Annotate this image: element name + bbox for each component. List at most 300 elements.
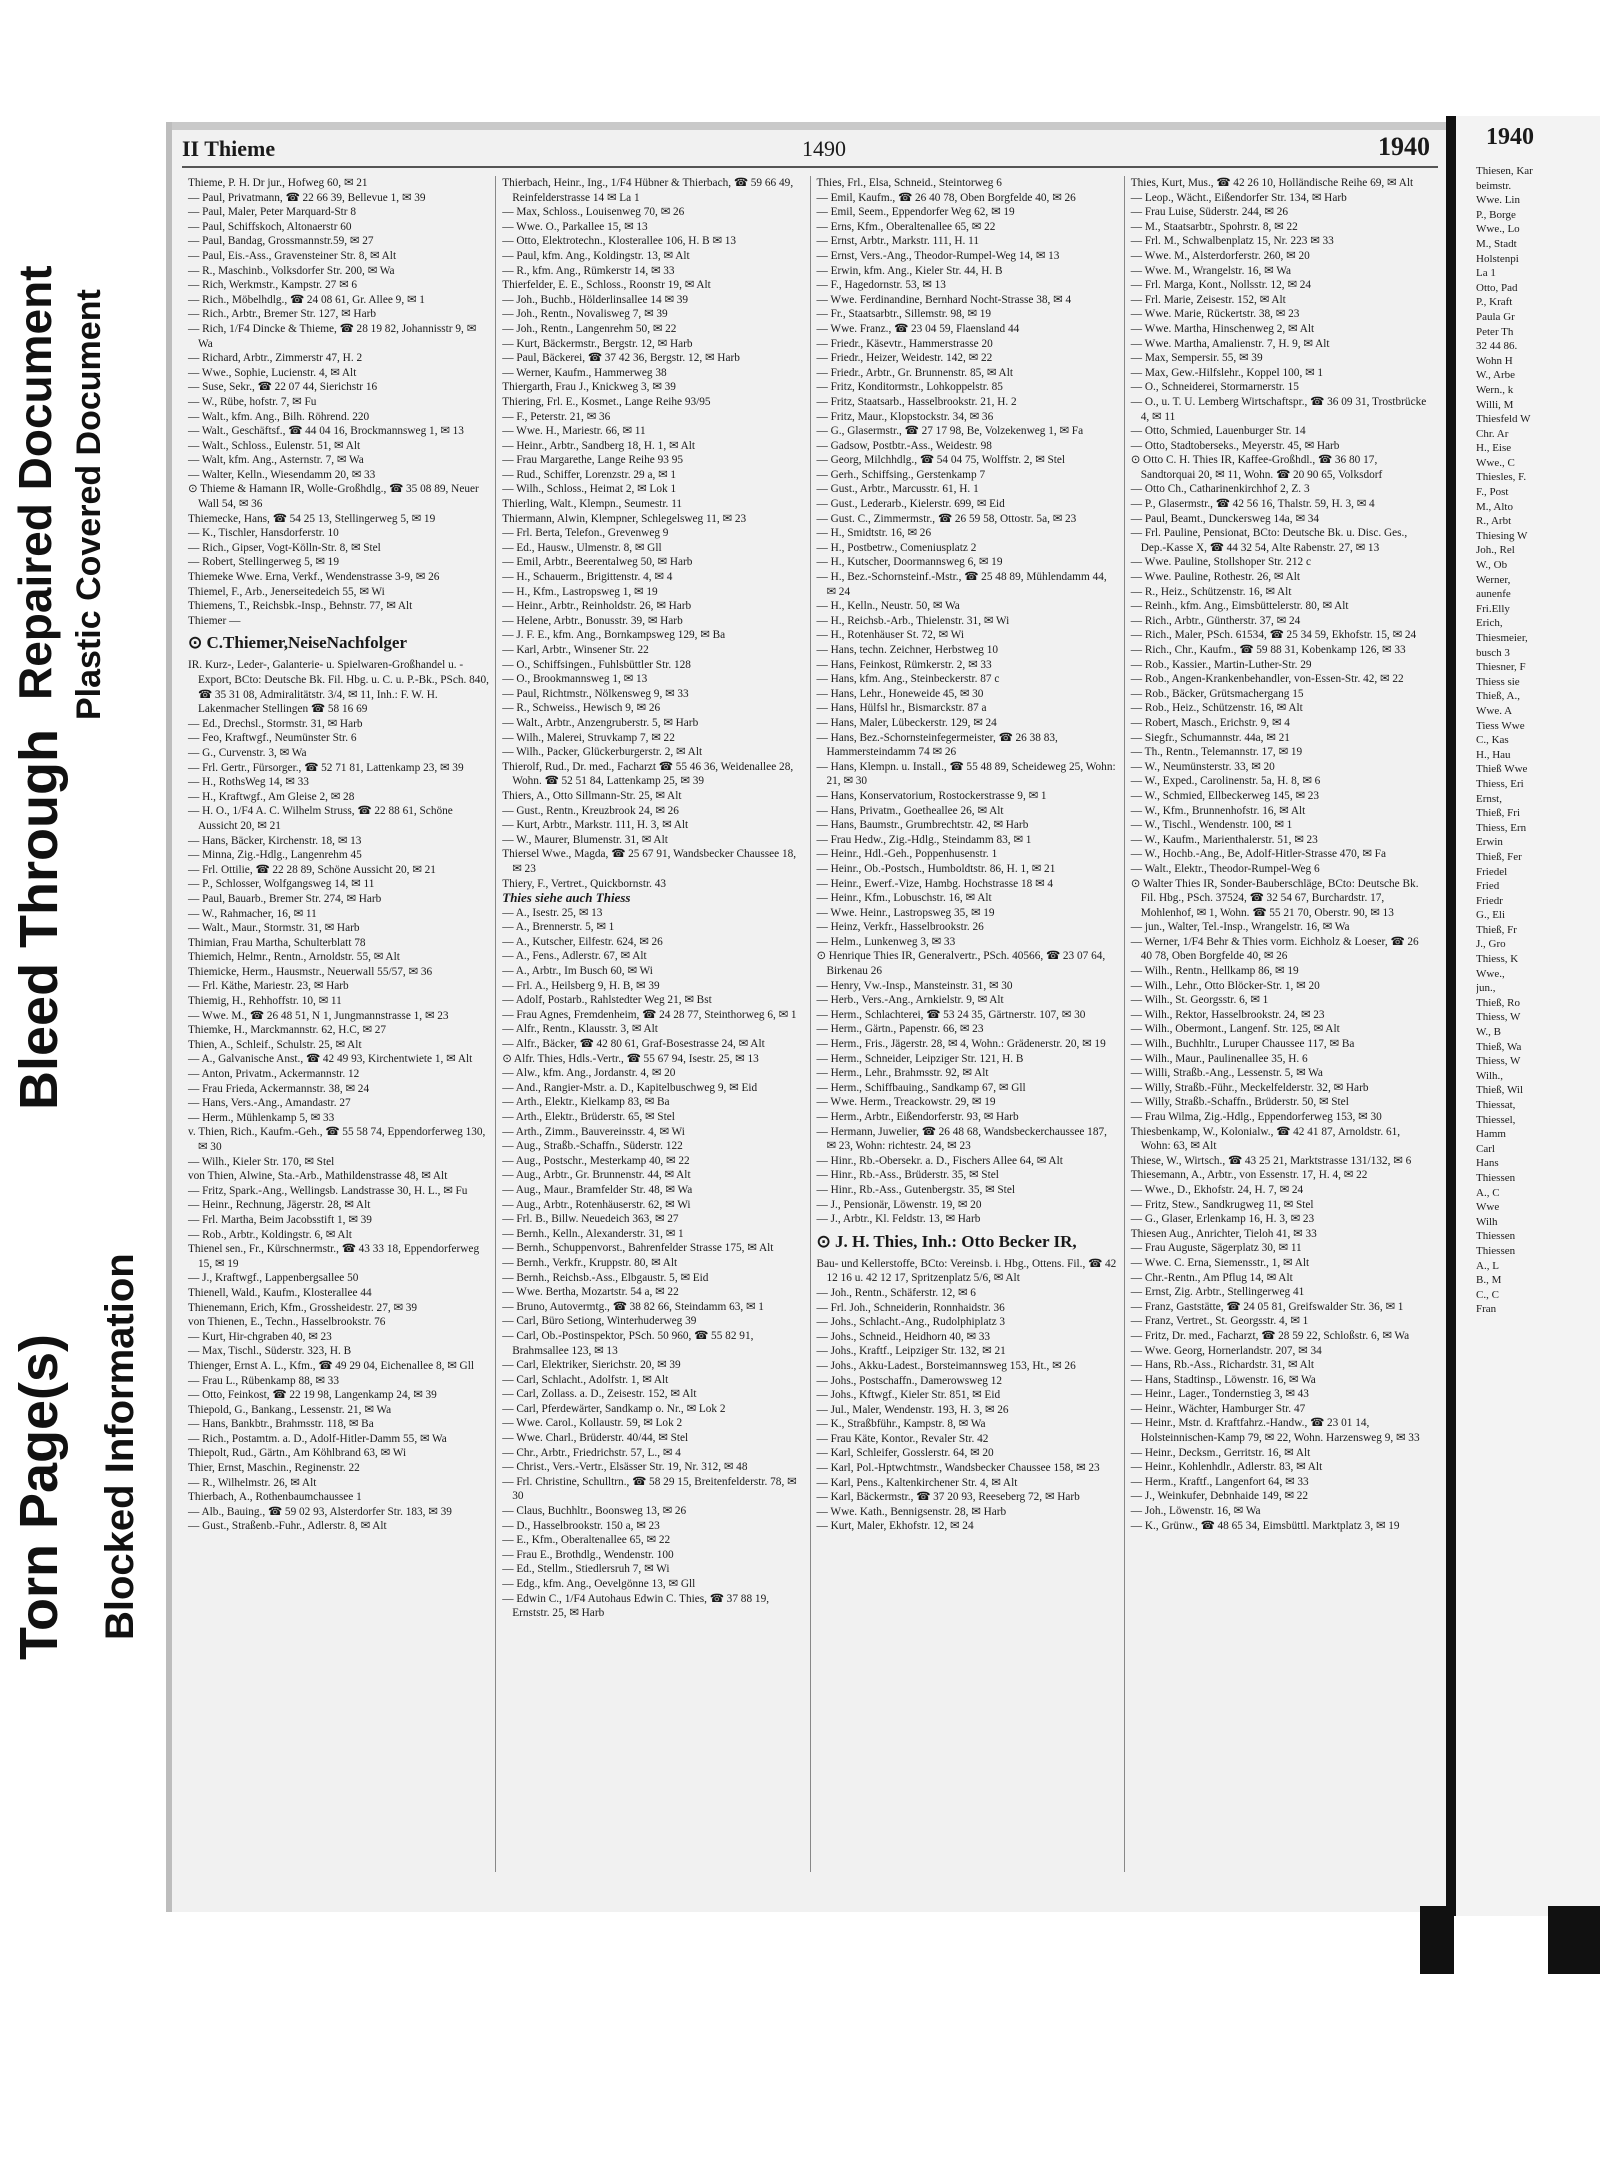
directory-entry: — Alw., kfm. Ang., Jordanstr. 4, ✉ 20 xyxy=(502,1067,676,1080)
adjacent-page-line: Thiess, W xyxy=(1476,1055,1521,1068)
directory-entry: — J., Weinkufer, Debnhaide 149, ✉ 22 xyxy=(1130,1490,1309,1503)
adjacent-page-line: Thieß, Fer xyxy=(1476,850,1522,863)
directory-entry: — Frl. Joh., Schneiderin, Ronnhaidstr. 36 xyxy=(816,1301,1005,1314)
directory-entry: — Hans, Privatm., Goetheallee 26, ✉ Alt xyxy=(816,804,1004,817)
directory-entry: — Rud., Schiffer, Lorenzstr. 29 a, ✉ 1 xyxy=(502,468,677,481)
directory-entry: — Wilh., Malerei, Struvkamp 7, ✉ 22 xyxy=(502,731,675,744)
directory-entry: — Fritz, Maur., Klopstockstr. 34, ✉ 36 xyxy=(816,410,994,423)
directory-entry: Thiese, W., Wirtsch., ☎ 43 25 21, Marktstrasse 131/132, ✉ 6 xyxy=(1130,1154,1412,1167)
bleed-through-label: Bleed Through xyxy=(9,729,69,1110)
directory-entry: — Rich., Arbtr., Güntherstr. 37, ✉ 24 xyxy=(1130,614,1301,627)
directory-entry: — Wwe., D., Ekhofstr. 24, H. 7, ✉ 24 xyxy=(1130,1183,1304,1196)
directory-entry: Bau- und Kellerstoffe, BCto: Vereinsb. i. Hbg., Ottens. Fil., ☎ 42 12 16 u. 42 12 17, Spritzenplatz 5/6, ✉ Alt xyxy=(816,1257,1117,1285)
directory-entry: — Rich, 1/F4 Dincke & Thieme, ☎ 28 19 82, Johannisstr 9, ✉ Wa xyxy=(188,322,477,350)
directory-entry: — Herm., Mühlenkamp 5, ✉ 33 xyxy=(188,1111,335,1124)
directory-entry: — Hans, techn. Zeichner, Herbstweg 10 xyxy=(816,644,998,656)
adjacent-page-line: Wwe xyxy=(1476,1201,1500,1214)
directory-entry: — Hans, Maler, Lübeckerstr. 129, ✉ 24 xyxy=(816,716,997,729)
directory-entry: — Adolf, Postarb., Rahlstedter Weg 21, ✉ Bst xyxy=(502,994,712,1007)
directory-entry: — Willy, Straßb.-Führ., Meckelfelderstr. 32, ✉ Harb xyxy=(1130,1081,1369,1094)
adjacent-page-line: Willi, M xyxy=(1476,398,1514,411)
adjacent-page-line: G., Eli xyxy=(1476,909,1506,922)
directory-entry: — P., Schlosser, Wolfgangsweg 14, ✉ 11 xyxy=(188,878,375,891)
directory-entry: — Otto, Elektrotechn., Klosterallee 106, H. B ✉ 13 xyxy=(502,235,737,248)
adjacent-page-line: Wern., k xyxy=(1476,383,1514,396)
adjacent-page-line: Peter Th xyxy=(1476,325,1514,338)
directory-entry: — Wwe. Carol., Kollaustr. 59, ✉ Lok 2 xyxy=(502,1417,683,1430)
adjacent-page-line: Thieß, Wil xyxy=(1476,1084,1524,1097)
directory-entry: Thiemeke Wwe. Erna, Verkf., Wendenstrasse 3-9, ✉ 26 xyxy=(188,571,440,584)
directory-entry: — Max, Tischl., Süderstr. 323, H. B xyxy=(188,1345,352,1358)
directory-entry: — Hermann, Juwelier, ☎ 26 48 68, Wandsbeckerchaussee 187, ✉ 23, Wohn: richtestr. 24, ✉ 23 xyxy=(816,1125,1107,1153)
directory-entry: — Minna, Zig.-Hdlg., Langenrehm 45 xyxy=(188,849,362,862)
directory-entry: — Frl. Martha, Beim Jacobsstift 1, ✉ 39 xyxy=(188,1213,372,1226)
directory-entry: — Heinr., Arbtr., Reinholdstr. 26, ✉ Harb xyxy=(502,600,692,613)
directory-entry: — Helm., Lunkenweg 3, ✉ 33 xyxy=(816,935,956,948)
header-year: 1940 xyxy=(1378,132,1430,161)
directory-entry: — W., Kfm., Brunnenhofstr. 16, ✉ Alt xyxy=(1130,804,1306,817)
directory-entry: — W., Rübe, hofstr. 7, ✉ Fu xyxy=(188,395,317,408)
directory-entry: — Frau Wilma, Zig.-Hdlg., Eppendorferweg 153, ✉ 30 xyxy=(1130,1111,1382,1123)
directory-entry: — Gust. C., Zimmermstr., ☎ 26 59 58, Ottostr. 5a, ✉ 23 xyxy=(816,512,1077,525)
directory-entry: Thiemens, T., Reichsbk.-Insp., Behnstr. 77, ✉ Alt xyxy=(188,600,413,613)
directory-entry: — O., Schneiderei, Stormarnerstr. 15 xyxy=(1130,381,1299,394)
blocked-area xyxy=(1548,1906,1600,1974)
adjacent-page-line: Wwe. Lin xyxy=(1476,194,1520,207)
directory-entry: — Wwe. O., Parkallee 15, ✉ 13 xyxy=(502,220,648,233)
adjacent-page-line: Wwe., Lo xyxy=(1476,223,1520,236)
directory-entry: — Hans, Feinkost, Rümkerstr. 2, ✉ 33 xyxy=(816,658,992,671)
directory-entry: — Karl, Pens., Kaltenkirchener Str. 4, ✉ Alt xyxy=(816,1476,1018,1489)
directory-entry: — Kurt, Maler, Ekhofstr. 12, ✉ 24 xyxy=(816,1520,974,1533)
directory-entry: — Johs., Postschaffn., Damerowsweg 12 xyxy=(816,1374,1003,1387)
directory-entry: — Carl, Büro Setiong, Winterhuderweg 39 xyxy=(502,1315,697,1328)
directory-entry: Thiemich, Helmr., Rentn., Arnoldstr. 55, ✉ Alt xyxy=(188,951,400,964)
adjacent-page-line: B., M xyxy=(1476,1274,1502,1287)
directory-entry: Thiergarth, Frau J., Knickweg 3, ✉ 39 xyxy=(502,381,676,394)
directory-entry: — Aug., Arbtr., Gr. Brunnenstr. 44, ✉ Alt xyxy=(502,1169,691,1182)
directory-entry: — Gust., Arbtr., Marcusstr. 61, H. 1 xyxy=(816,483,979,496)
adjacent-page-line: Thiesmeier, xyxy=(1476,632,1528,644)
adjacent-page-line: Thiesner, F xyxy=(1476,661,1526,674)
adjacent-page-line: W., Arbe xyxy=(1476,369,1516,382)
directory-entry: — Wwe. Heinr., Lastropsweg 35, ✉ 19 xyxy=(816,906,995,919)
directory-entry: — Walt., Schloss., Eulenstr. 51, ✉ Alt xyxy=(188,439,361,452)
adjacent-page-line: busch 3 xyxy=(1476,646,1510,659)
directory-entry: — Aug., Straßb.-Schaffn., Süderstr. 122 xyxy=(502,1140,683,1153)
directory-entry: — Herm., Schlachterei, ☎ 53 24 35, Gärtnerstr. 107, ✉ 30 xyxy=(816,1008,1086,1021)
directory-entry: — Aug., Postschr., Mesterkamp 40, ✉ 22 xyxy=(502,1154,690,1167)
directory-entry: — K., Straßbführ., Kampstr. 8, ✉ Wa xyxy=(816,1418,986,1431)
directory-entry: — A., Brennerstr. 5, ✉ 1 xyxy=(502,921,615,934)
directory-entry: — Wilh., Schloss., Heimat 2, ✉ Lok 1 xyxy=(502,483,677,496)
directory-entry: v. Thien, Rich., Kaufm.-Geh., ☎ 55 58 74, Eppendorferweg 130, ✉ 30 xyxy=(188,1126,486,1153)
directory-entry: — Bernh., Kelln., Alexanderstr. 31, ✉ 1 xyxy=(502,1227,684,1240)
directory-entry: — H. O., 1/F4 A. C. Wilhelm Struss, ☎ 22 88 61, Schöne Aussicht 20, ✉ 21 xyxy=(188,805,453,832)
adjacent-page-line: Thieß Wwe xyxy=(1476,763,1528,776)
adjacent-page-line: Thiesfeld W xyxy=(1476,413,1531,426)
directory-entry: — Max, Schloss., Louisenweg 70, ✉ 26 xyxy=(502,206,685,219)
adjacent-page-line: La 1 xyxy=(1476,267,1496,280)
directory-entry: — F., Hagedornstr. 53, ✉ 13 xyxy=(816,279,946,292)
directory-entry: — Hans, kfm. Ang., Steinbeckerstr. 87 c xyxy=(816,673,1000,686)
directory-entry: — H., Kelln., Neustr. 50, ✉ Wa xyxy=(816,600,960,613)
directory-entry: — Edwin C., 1/F4 Autohaus Edwin C. Thies, ☎ 37 88 19, Ernststr. 25, ✉ Harb xyxy=(502,1592,770,1620)
directory-entry: Thierolf, Rud., Dr. med., Facharzt ☎ 55 46 36, Weidenallee 28, Wohn. ☎ 52 51 84, Lattenkamp 25, ✉ 39 xyxy=(502,760,794,788)
adjacent-page-line: Thiess sie xyxy=(1476,675,1520,688)
directory-entry: — Max, Gew.-Hilfslehr., Koppel 100, ✉ 1 xyxy=(1130,366,1324,379)
directory-entry: Thiesbenkamp, W., Kolonialw., ☎ 42 41 87, Arnoldstr. 61, Wohn: 63, ✉ Alt xyxy=(1130,1125,1401,1153)
directory-entry: — Emil, Seem., Eppendorfer Weg 62, ✉ 19 xyxy=(816,206,1015,219)
adjacent-page-line: P., Kraft xyxy=(1476,296,1513,309)
directory-entry: — Ed., Stellm., Stiedlersruh 7, ✉ Wi xyxy=(502,1563,670,1576)
directory-entry: — Herm., Schiffbauing., Sandkamp 67, ✉ Gll xyxy=(816,1081,1026,1094)
directory-entry: — Wilh., Lehr., Otto Blöcker-Str. 1, ✉ 20 xyxy=(1130,979,1320,992)
adjacent-page-line: Carl xyxy=(1476,1142,1495,1155)
directory-entry: — Rich., Chr., Kaufm., ☎ 59 88 31, Kobenkamp 126, ✉ 33 xyxy=(1130,644,1406,656)
directory-entry: — W., Kaufm., Marienthalerstr. 51, ✉ 23 xyxy=(1130,833,1318,846)
directory-entry: — Reinh., kfm. Ang., Eimsbüttelerstr. 80, ✉ Alt xyxy=(1130,600,1349,613)
torn-pages-label: Torn Page(s) xyxy=(9,1333,69,1660)
directory-entry: — Herb., Vers.-Ang., Arnkielstr. 9, ✉ Alt xyxy=(816,994,1004,1007)
directory-entry: — Paul, Bauarb., Bremer Str. 274, ✉ Harb xyxy=(188,892,382,905)
adjacent-page-line: Wwe., C xyxy=(1476,456,1515,469)
adjacent-page-line: H., Eise xyxy=(1476,442,1512,455)
directory-entry: — G., Curvenstr. 3, ✉ Wa xyxy=(188,746,307,759)
blocked-information-label: Blocked Information xyxy=(98,1253,142,1640)
directory-entry: ⊙ Thieme & Hamann IR, Wolle-Großhdlg., ☎ 35 08 89, Neuer Wall 54, ✉ 36 xyxy=(188,483,479,511)
directory-entry: Thierling, Walt., Klempn., Seumestr. 11 xyxy=(502,498,683,511)
directory-entry: Thiery, F., Vertret., Quickbornstr. 43 xyxy=(502,877,667,890)
directory-entry: — Th., Rentn., Telemannstr. 17, ✉ 19 xyxy=(1130,746,1303,759)
directory-entry: — H., Postbetrw., Comeniusplatz 2 xyxy=(816,541,977,554)
directory-entry: — Johs., Schlacht.-Ang., Rudolphiplatz 3 xyxy=(816,1316,1006,1329)
directory-entry: — G., Glasermstr., ☎ 27 17 98, Be, Volzekenweg 1, ✉ Fa xyxy=(816,425,1084,438)
directory-entry: — H., Bez.-Schornsteinf.-Mstr., ☎ 25 48 89, Mühlendamm 44, ✉ 24 xyxy=(816,571,1107,598)
adjacent-page-line: Wilh., xyxy=(1476,1069,1504,1082)
directory-entry: — Paul, Privatmann, ☎ 22 66 39, Bellevue 1, ✉ 39 xyxy=(188,191,426,204)
directory-entry: — Robert, Masch., Erichstr. 9, ✉ 4 xyxy=(1130,716,1290,729)
directory-entry: — Arth., Elektr., Brüderstr. 65, ✉ Stel xyxy=(502,1111,675,1123)
adjacent-page-line: Wwe. A xyxy=(1476,704,1513,717)
directory-entry: — Rob., Angen-Krankenbehandler, von-Essen-Str. 42, ✉ 22 xyxy=(1130,673,1404,686)
blocked-area xyxy=(1420,1906,1454,1974)
directory-entry: — Frl. Pauline, Pensionat, BCto: Deutsche Bk. u. Disc. Ges., Dep.-Kasse X, ☎ 44 32 54, Alte Rabenstr. 27, ✉ 13 xyxy=(1130,527,1408,554)
directory-entry: — Frl. Gertr., Fürsorger., ☎ 52 71 81, Lattenkamp 23, ✉ 39 xyxy=(188,761,464,774)
adjacent-page-line: Wwe., xyxy=(1476,967,1505,980)
directory-entry: — Wwe. C. Erna, Siemensstr., 1, ✉ Alt xyxy=(1130,1256,1310,1269)
directory-entry: — Emil, Arbtr., Beerentalweg 50, ✉ Harb xyxy=(502,556,693,569)
directory-entry: — Johs., Schneid., Heidhorn 40, ✉ 33 xyxy=(816,1330,991,1343)
adjacent-page-line: Werner, xyxy=(1476,573,1511,586)
directory-entry: — Georg, Milchhdlg., ☎ 54 04 75, Wolffstr. 2, ✉ Stel xyxy=(816,454,1066,467)
directory-entry: — J., Kraftwgf., Lappenbergsallee 50 xyxy=(188,1272,359,1285)
directory-entry: — Arth., Elektr., Kielkamp 83, ✉ Ba xyxy=(502,1096,670,1109)
adjacent-page-line: Paula Gr xyxy=(1476,310,1515,323)
directory-entry: Thiering, Frl. E., Kosmet., Lange Reihe 93/95 xyxy=(502,395,711,408)
page-shadow xyxy=(172,122,1448,130)
adjacent-page-line: Thiesing W xyxy=(1476,529,1528,542)
directory-entry: Thiemig, H., Rehhoffstr. 10, ✉ 11 xyxy=(188,995,342,1008)
directory-entry: — Suse, Sekr., ☎ 22 07 44, Sierichstr 16 xyxy=(188,381,378,394)
directory-entry: — Johs., Kftwgf., Kieler Str. 851, ✉ Eid xyxy=(816,1389,1001,1402)
directory-entry: Thiemicke, Herm., Hausmstr., Neuerwall 55/57, ✉ 36 xyxy=(188,965,433,978)
directory-entry: — Bernh., Verkfr., Kruppstr. 80, ✉ Alt xyxy=(502,1256,678,1269)
directory-entry: — H., Rotenhäuser St. 72, ✉ Wi xyxy=(816,629,964,642)
directory-entry: — Joh., Rentn., Langenrehm 50, ✉ 22 xyxy=(502,322,677,335)
directory-entry: — Wilh., Maur., Paulinenallee 35, H. 6 xyxy=(1130,1052,1308,1065)
directory-entry: — Wwe. Charl., Brüderstr. 40/44, ✉ Stel xyxy=(502,1432,689,1445)
directory-entry: — Otto, Feinkost, ☎ 22 19 98, Langenkamp 24, ✉ 39 xyxy=(188,1389,437,1402)
adjacent-page-line: A., C xyxy=(1476,1186,1500,1199)
directory-entry: — Franz, Vertret., St. Georgsstr. 4, ✉ 1 xyxy=(1130,1315,1309,1328)
directory-entry: — Helene, Arbtr., Bonusstr. 39, ✉ Harb xyxy=(502,614,683,627)
directory-entry: — Joh., Löwenstr. 16, ✉ Wa xyxy=(1130,1505,1261,1518)
adjacent-page-line: M., Stadt xyxy=(1476,237,1517,250)
directory-entry: — Walt., Arbtr., Anzengruberstr. 5, ✉ Harb xyxy=(502,716,699,729)
directory-entry: — W., Neumünsterstr. 33, ✉ 20 xyxy=(1130,760,1275,773)
directory-entry: — Christ., Vers.-Vertr., Elsässer Str. 19, Nr. 312, ✉ 48 xyxy=(502,1461,748,1474)
directory-entry: Thier, Ernst, Maschin., Reginenstr. 22 xyxy=(188,1462,360,1475)
directory-entry: — F., Peterstr. 21, ✉ 36 xyxy=(502,410,611,423)
adjacent-page-line: Ernst, xyxy=(1476,792,1502,805)
directory-entry: — J., Pensionär, Löwenstr. 19, ✉ 20 xyxy=(816,1198,982,1211)
directory-entry: — Frl. M., Schwalbenplatz 15, Nr. 223 ✉ 33 xyxy=(1130,235,1334,248)
directory-entry: — Fr., Staatsarbtr., Sillemstr. 98, ✉ 19 xyxy=(816,308,992,321)
directory-entry: — R., kfm. Ang., Rümkerstr 14, ✉ 33 xyxy=(502,264,675,277)
directory-entry: Thiersel Wwe., Magda, ☎ 25 67 91, Wandsbecker Chaussee 18, ✉ 23 xyxy=(502,848,797,875)
directory-entry: — Frl. Marie, Zeisestr. 152, ✉ Alt xyxy=(1130,293,1286,306)
directory-entry: Thiemel, F., Arb., Jenerseitedeich 55, ✉ Wi xyxy=(188,585,385,598)
directory-entry: — Wwe. Franz., ☎ 23 04 59, Flaensland 44 xyxy=(816,322,1020,335)
directory-entry: — Werner, Kaufm., Hammerweg 38 xyxy=(502,366,667,379)
directory-entry: — Herm., Fris., Jägerstr. 28, ✉ 4, Wohn.: Grädenerstr. 20, ✉ 19 xyxy=(816,1038,1106,1051)
directory-entry: — Hans, Bez.-Schornsteinfegermeister, ☎ 26 38 83, Hammersteindamm 74 ✉ 26 xyxy=(816,731,1058,759)
directory-entry: — Fritz, Konditormstr., Lohkoppelstr. 85 xyxy=(816,381,1003,394)
directory-entry: — Rob., Arbtr., Koldingstr. 6, ✉ Alt xyxy=(188,1228,352,1241)
adjacent-page-line: R., Arbt xyxy=(1476,515,1512,528)
directory-column-3 xyxy=(811,176,1125,1872)
directory-entry: — Walt, kfm. Ang., Asternstr. 7, ✉ Wa xyxy=(188,454,364,467)
directory-entry: — Otto, Stadtoberseks., Meyerstr. 45, ✉ Harb xyxy=(1130,439,1340,452)
page-number: 1490 xyxy=(802,136,846,161)
directory-entry: — Karl, Bäckermstr., ☎ 37 20 93, Reeseberg 72, ✉ Harb xyxy=(816,1491,1080,1504)
directory-entry: — Friedr., Heizer, Weidestr. 142, ✉ 22 xyxy=(816,352,993,365)
directory-entry: — Rich., Arbtr., Bremer Str. 127, ✉ Harb xyxy=(188,308,376,321)
adjacent-page-line: Thieß, Fr xyxy=(1476,923,1517,936)
adjacent-page-line: Thieß, Fri xyxy=(1476,807,1520,820)
directory-entry: — Paul, Bandag, Grossmannstr.59, ✉ 27 xyxy=(188,235,374,248)
directory-entry: von Thien, Alwine, Sta.-Arb., Mathildenstrasse 48, ✉ Alt xyxy=(188,1170,448,1183)
directory-entry: Thienger, Ernst A. L., Kfm., ☎ 49 29 04, Eichenallee 8, ✉ Gll xyxy=(188,1359,474,1372)
directory-entry: — Johs., Akku-Ladest., Borsteimannsweg 153, Ht., ✉ 26 xyxy=(816,1359,1076,1372)
directory-entry: — Otto, Schmied, Lauenburger Str. 14 xyxy=(1130,425,1306,438)
directory-entry: — Ernst, Arbtr., Markstr. 111, H. 11 xyxy=(816,235,980,248)
directory-entry: — Chr., Arbtr., Friedrichstr. 57, L., ✉ 4 xyxy=(502,1446,681,1459)
directory-entry: — Hans, Hülfsl hr., Bismarckstr. 87 a xyxy=(816,702,987,715)
directory-entry: — O., u. T. U. Lemberg Wirtschaftspr., ☎ 36 09 31, Trostbrücke 4, ✉ 11 xyxy=(1130,395,1427,423)
directory-entry: Thiesen Aug., Anrichter, Tieloh 41, ✉ 33 xyxy=(1130,1227,1317,1240)
directory-entry: — Ed., Drechsl., Stormstr. 31, ✉ Harb xyxy=(188,717,363,730)
directory-entry: — Friedr., Arbtr., Gr. Brunnenstr. 85, ✉ Alt xyxy=(816,366,1013,379)
directory-entry: — Hans, Stadtinsp., Löwenstr. 16, ✉ Wa xyxy=(1130,1373,1316,1386)
directory-entry: — Frau Luise, Süderstr. 244, ✉ 26 xyxy=(1130,206,1289,219)
directory-entry: — H., Schauerm., Brigittenstr. 4, ✉ 4 xyxy=(502,571,673,584)
adjacent-page-line: Chr. Ar xyxy=(1476,427,1509,440)
directory-entry: Thierbach, A., Rothenbaumchaussee 1 xyxy=(188,1491,362,1504)
page-header xyxy=(182,132,1438,166)
directory-column-1 xyxy=(182,176,496,1872)
adjacent-page-line: C., Kas xyxy=(1476,734,1509,747)
directory-entry: — Henry, Vw.-Insp., Mansteinstr. 31, ✉ 30 xyxy=(816,979,1013,992)
directory-entry: — Willi, Straßb.-Ang., Lessenstr. 5, ✉ Wa xyxy=(1130,1067,1323,1080)
directory-entry: — R., Heiz., Schützenstr. 16, ✉ Alt xyxy=(1130,585,1292,598)
directory-entry: — Wilh., Rektor, Hasselbrookstr. 24, ✉ 23 xyxy=(1130,1008,1325,1021)
directory-entry: — Carl, Zollass. a. D., Zeisestr. 152, ✉ Alt xyxy=(502,1388,697,1401)
directory-entry: — Frau E., Brothdlg., Wendenstr. 100 xyxy=(502,1548,674,1561)
directory-entry: — Wwe. Bertha, Mozartstr. 54 a, ✉ 22 xyxy=(502,1286,679,1299)
directory-entry: — Heinr., Mstr. d. Kraftfahrz.-Handw., ☎ 23 01 14, Holsteinnischen-Kamp 79, ✉ 22, Wohn. Harzensweg 9, ✉ 33 xyxy=(1130,1417,1420,1445)
directory-entry: von Thienen, E., Techn., Hasselbrookstr. 76 xyxy=(188,1316,386,1329)
directory-entry: — H., RothsWeg 14, ✉ 33 xyxy=(188,776,309,789)
directory-entry: — Hinr., Rb.-Ass., Brüderstr. 35, ✉ Stel xyxy=(816,1169,999,1182)
adjacent-page-line: Erwin xyxy=(1476,836,1503,849)
directory-entry: — Karl, Schleifer, Gosslerstr. 64, ✉ 20 xyxy=(816,1447,994,1460)
adjacent-page-line: Thiess, W xyxy=(1476,1011,1521,1024)
directory-entry: — Wwe. M., Alsterdorferstr. 260, ✉ 20 xyxy=(1130,249,1310,262)
adjacent-page-line: A., L xyxy=(1476,1259,1499,1272)
directory-entry: — O., Schiffsingen., Fuhlsbüttler Str. 128 xyxy=(502,658,691,671)
directory-entry: — Ernst, Vers.-Ang., Theodor-Rumpel-Weg 14, ✉ 13 xyxy=(816,249,1060,262)
directory-entry: — Frl. Käthe, Mariestr. 23, ✉ Harb xyxy=(188,980,349,993)
directory-entry: — Heinz, Verkfr., Hasselbrookstr. 26 xyxy=(816,921,984,934)
plastic-covered-label: Plastic Covered Document xyxy=(70,289,108,720)
directory-entry: — Gadsow, Postbtr.-Ass., Weidestr. 98 xyxy=(816,439,992,452)
directory-entry: — Erwin, kfm. Ang., Kieler Str. 44, H. B xyxy=(816,264,1003,277)
directory-entry: — Johs., Kraftf., Leipziger Str. 132, ✉ 21 xyxy=(816,1345,1006,1358)
directory-entry: — Hans, Bankbtr., Brahmsstr. 118, ✉ Ba xyxy=(188,1418,374,1431)
directory-entry: — Kurt, Hir-chgraben 40, ✉ 23 xyxy=(188,1330,332,1343)
directory-entry: — Carl, Pferdewärter, Sandkamp o. Nr., ✉ Lok 2 xyxy=(502,1402,726,1415)
directory-entry: — Carl, Schlacht., Adolfstr. 1, ✉ Alt xyxy=(502,1373,669,1386)
directory-entry: — Heinr., Kohlenhdlr., Adlerstr. 83, ✉ Alt xyxy=(1130,1461,1323,1474)
directory-entry: — Hans, Baumstr., Grumbrechtstr. 42, ✉ Harb xyxy=(816,819,1029,832)
directory-entry: — Wwe. Martha, Hinschenweg 2, ✉ Alt xyxy=(1130,322,1315,335)
directory-entry: — Paul, kfm. Ang., Koldingstr. 13, ✉ Alt xyxy=(502,249,690,262)
directory-entry: — Frau Hedw., Zig.-Hdlg., Steindamm 83, ✉ 1 xyxy=(816,833,1032,846)
directory-entry: — Heinr., Kfm., Lobuschstr. 16, ✉ Alt xyxy=(816,892,992,905)
directory-entry: — Frau L., Rübenkamp 88, ✉ 33 xyxy=(188,1374,339,1387)
directory-entry: — Erns, Kfm., Oberaltenallee 65, ✉ 22 xyxy=(816,220,996,233)
adjacent-page-line: J., Gro xyxy=(1476,938,1506,951)
directory-entry: — Heinr., Arbtr., Sandberg 18, H. 1, ✉ Alt xyxy=(502,439,696,452)
directory-entry: — Wwe. M., ☎ 26 48 51, N 1, Jungmannstrasse 1, ✉ 23 xyxy=(188,1009,449,1022)
adjacent-page-line: Thiessen xyxy=(1476,1171,1516,1184)
adjacent-page-line: F., Post xyxy=(1476,486,1509,499)
adjacent-page-line: Thiessen xyxy=(1476,1244,1516,1257)
directory-entry: — Wwe. Herm., Treackowstr. 29, ✉ 19 xyxy=(816,1096,996,1109)
directory-entry: — Frau Käte, Kontor., Revaler Str. 42 xyxy=(816,1432,989,1445)
directory-entry: — Frl. A., Heilsberg 9, H. B, ✉ 39 xyxy=(502,979,660,992)
directory-entry: — Anton, Privatm., Ackermannstr. 12 xyxy=(188,1068,360,1081)
directory-entry: — Frl. B., Billw. Neuedeich 363, ✉ 27 xyxy=(502,1213,679,1226)
adjacent-page-line: Thiesen, Kar xyxy=(1476,165,1533,177)
directory-entry: — Friedr., Käsevtr., Hammerstrasse 20 xyxy=(816,337,993,350)
directory-entry: — P., Glasermstr., ☎ 42 56 16, Thalstr. 59, H. 3, ✉ 4 xyxy=(1130,498,1375,511)
adjacent-page-line: W., Ob xyxy=(1476,559,1508,572)
directory-entry: — Aug., Maur., Bramfelder Str. 48, ✉ Wa xyxy=(502,1183,693,1196)
directory-entry: — Wwe. Pauline, Rothestr. 26, ✉ Alt xyxy=(1130,571,1301,584)
directory-entry: — Frl. Christine, Schulltrn., ☎ 58 29 15, Breitenfelderstr. 78, ✉ 30 xyxy=(502,1475,797,1503)
directory-entry: — Hans, Lehr., Honeweide 45, ✉ 30 xyxy=(816,687,984,700)
directory-entry: — Wilh., Obermont., Langenf. Str. 125, ✉ Alt xyxy=(1130,1023,1340,1036)
directory-entry: — H., Smidtstr. 16, ✉ 26 xyxy=(816,527,932,540)
directory-entry: — Walter, Kelln., Wiesendamm 20, ✉ 33 xyxy=(188,468,376,481)
directory-entry: Thierfelder, E. E., Schloss., Roonstr 19, ✉ Alt xyxy=(502,279,711,292)
adjacent-page xyxy=(1446,116,1600,1916)
directory-entry: — Heinr., Decksm., Gerritstr. 16, ✉ Alt xyxy=(1130,1446,1311,1459)
directory-entry: Thienel sen., Fr., Kürschnermstr., ☎ 43 33 18, Eppendorferweg 15, ✉ 19 xyxy=(188,1243,480,1270)
directory-entry: — Paul, Richtmstr., Nölkensweg 9, ✉ 33 xyxy=(502,687,689,700)
directory-entry: — Joh., Rentn., Schäferstr. 12, ✉ 6 xyxy=(816,1286,976,1299)
directory-entry: — Fritz, Dr. med., Facharzt, ☎ 28 59 22, Schloßstr. 6, ✉ Wa xyxy=(1130,1329,1410,1342)
directory-entry: — Wwe. Pauline, Stollshoper Str. 212 c xyxy=(1130,556,1311,569)
directory-page xyxy=(166,122,1448,1912)
directory-entry: — A., Arbtr., Im Busch 60, ✉ Wi xyxy=(502,965,653,978)
directory-entry: — Paul, Schiffskoch, Altonaerstr 60 xyxy=(188,220,352,233)
directory-entry: — Frau Frieda, Ackermannstr. 38, ✉ 24 xyxy=(188,1082,370,1095)
adjacent-page-line: Wilh xyxy=(1476,1215,1498,1228)
directory-entry: IR. Kurz-, Leder-, Galanterie- u. Spielwaren-Großhandel u. -Export, BCto: Deutsche Bk. Fil. Hbg. u. C. u. P.-Bk., PSch. 840, ☎ 35 31 08, Admiralitätstr. 3/4, ✉ 11, Inh.: F. W. H. Lakenmacher Stellingen ☎ 58 16 69 xyxy=(188,659,489,716)
directory-columns xyxy=(182,176,1438,1872)
directory-entry: — Frl. Marga, Kont., Nollsstr. 12, ✉ 24 xyxy=(1130,279,1312,292)
adjacent-page-line: aunenfe xyxy=(1476,588,1511,601)
adjacent-page-line: Thiessen xyxy=(1476,1230,1516,1243)
directory-entry: — Heinr., Rechnung, Jägerstr. 28, ✉ Alt xyxy=(188,1199,371,1212)
directory-entry: — Herm., Lehr., Brahmsstr. 92, ✉ Alt xyxy=(816,1067,989,1080)
directory-entry: — Max, Sempersir. 55, ✉ 39 xyxy=(1130,352,1263,365)
directory-entry: — Rob., Bäcker, Grütsmachergang 15 xyxy=(1130,687,1304,700)
directory-entry: ⊙ Otto C. H. Thies IR, Kaffee-Großhdl., ☎ 36 80 17, Sandtorquai 20, ✉ 11, Wohn. ☎ 20 90 65, Volksdorf xyxy=(1130,454,1383,481)
directory-entry: ⊙ Alfr. Thies, Hdls.-Vertr., ☎ 55 67 94, Isestr. 25, ✉ 13 xyxy=(502,1052,759,1065)
adjacent-page-line: Fran xyxy=(1476,1303,1497,1316)
directory-entry: — Hans, Bäcker, Kirchenstr. 18, ✉ 13 xyxy=(188,834,362,847)
directory-entry: — Bruno, Autovermtg., ☎ 38 82 66, Steindamm 63, ✉ 1 xyxy=(502,1300,764,1313)
directory-column-2 xyxy=(496,176,810,1872)
directory-entry: — Willy, Straßb.-Schaffn., Brüderstr. 50, ✉ Stel xyxy=(1130,1096,1349,1109)
directory-entry: Thienell, Wald., Kaufm., Klosterallee 44 xyxy=(188,1286,372,1299)
adjacent-page-line: W., B xyxy=(1476,1026,1501,1039)
adjacent-page-line: Joh., Rel xyxy=(1476,544,1515,557)
directory-entry: — Kurt, Arbtr., Markstr. 111, H. 3, ✉ Alt xyxy=(502,819,689,832)
directory-entry: — Paul, Bäckerei, ☎ 37 42 36, Bergstr. 12, ✉ Harb xyxy=(502,352,740,365)
directory-entry: — Gust., Rentn., Kreuzbrook 24, ✉ 26 xyxy=(502,804,679,817)
directory-entry: — Aug., Arbtr., Rotenhäuserstr. 62, ✉ Wi xyxy=(502,1198,691,1211)
directory-entry: Thiemke, H., Marckmannstr. 62, H.C, ✉ 27 xyxy=(188,1024,387,1037)
directory-entry: — W., Rahmacher, 16, ✉ 11 xyxy=(188,907,317,920)
directory-entry: — Paul, Maler, Peter Marquard-Str 8 xyxy=(188,206,357,219)
directory-entry: — Joh., Rentn., Novalisweg 7, ✉ 39 xyxy=(502,308,668,321)
directory-entry: — Heinr., Ob.-Postsch., Humboldtstr. 86, H. 1, ✉ 21 xyxy=(816,862,1056,875)
adjacent-page-line: Wohn H xyxy=(1476,354,1513,367)
directory-entry: — Paul, Beamt., Dunckersweg 14a, ✉ 34 xyxy=(1130,512,1320,525)
directory-entry: Thieme, P. H. Dr jur., Hofweg 60, ✉ 21 xyxy=(188,177,368,189)
directory-entry: — H., Reichsb.-Arb., Thielenstr. 31, ✉ Wi xyxy=(816,614,1010,627)
directory-entry: Thiesemann, A., Arbtr., von Essenstr. 17, H. 4, ✉ 22 xyxy=(1130,1169,1368,1182)
directory-entry: — Gust., Straßenb.-Fuhr., Adlerstr. 8, ✉ Alt xyxy=(188,1520,387,1533)
adjacent-page-line: Thieß, Wa xyxy=(1476,1040,1522,1053)
adjacent-page-line: Thiess, K xyxy=(1476,953,1519,966)
